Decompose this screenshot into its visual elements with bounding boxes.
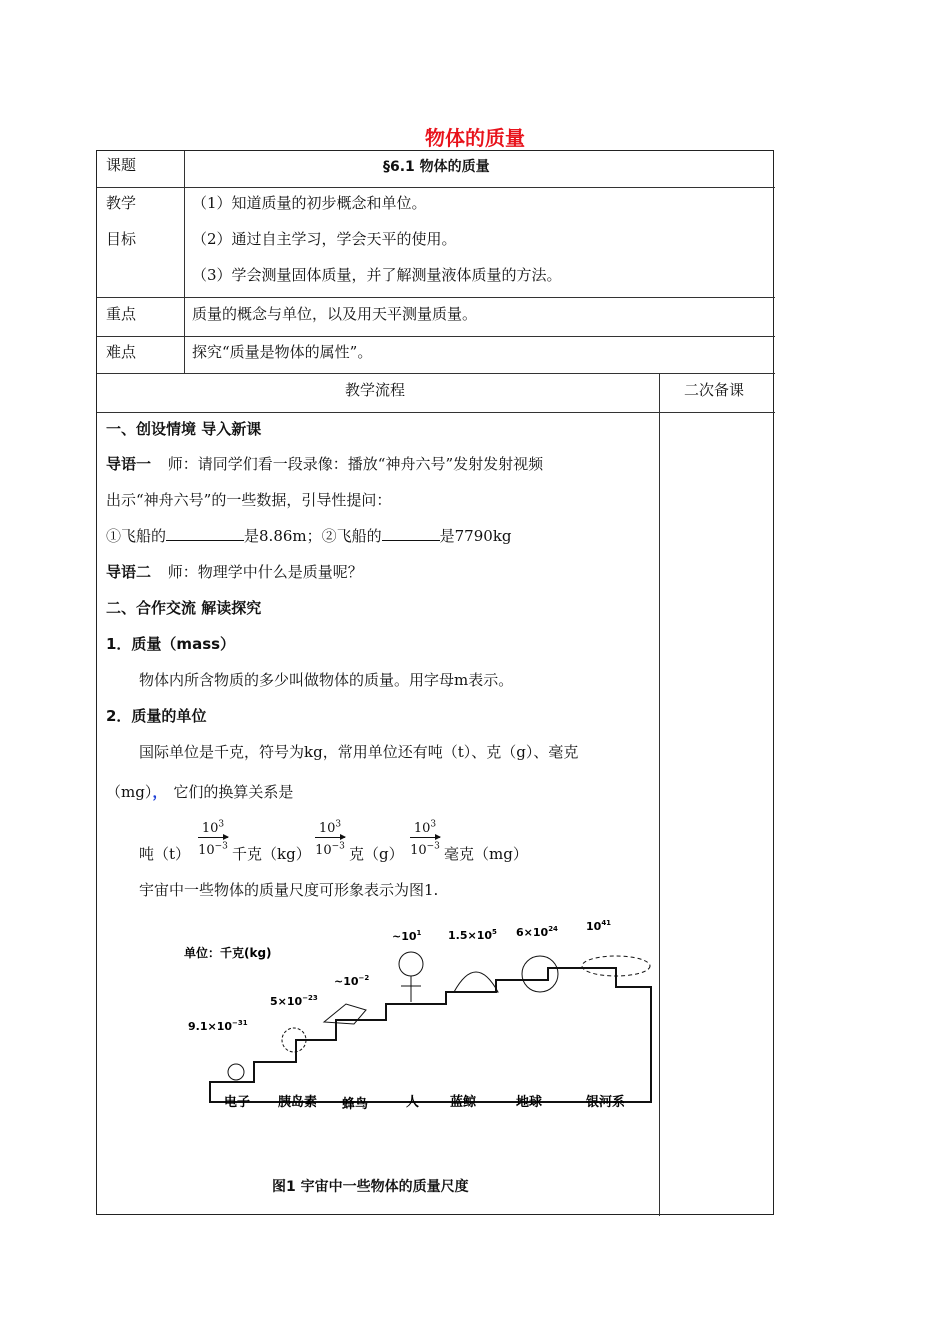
- unit-kg: 千克（kg）: [232, 845, 311, 863]
- key-value: 质量的概念与单位，以及用天平测量质量。: [192, 305, 478, 323]
- value-galaxy: $10^{41}$: [586, 919, 612, 933]
- unit-ton: 吨（t）: [139, 845, 191, 863]
- page-title: 物体的质量: [425, 126, 525, 150]
- data-prompt: 出示“神舟六号”的一些数据，引导性提问：: [106, 491, 392, 509]
- comma: ，: [152, 783, 168, 801]
- key-label: 重点: [106, 305, 137, 323]
- goals-label-1: 教学: [106, 194, 137, 212]
- intro-1-label: 导语一: [106, 455, 152, 473]
- question-part-a: ①飞船的: [106, 527, 167, 545]
- item-2-text-2: [106, 781, 293, 802]
- topic-label: 课题: [106, 156, 137, 174]
- goal-3: （3）学会测量固体质量，并了解测量液体质量的方法。: [192, 266, 562, 284]
- label-hummingbird: 蜂鸟: [342, 1097, 369, 1112]
- value-blue-whale: $1.5\times 10^5$: [448, 928, 497, 942]
- value-hummingbird: $\sim 10^{-2}$: [334, 974, 370, 988]
- section-1-heading: 一、创设情境 导入新课: [106, 420, 262, 438]
- value-earth: $6\times 10^{24}$: [516, 925, 558, 939]
- label-human: 人: [406, 1095, 420, 1110]
- unit-g: 克（g）: [349, 845, 404, 863]
- difficulty-label: 难点: [106, 343, 137, 361]
- conversion-arrow-3: $10^3$ $10^{-3}$: [410, 820, 440, 858]
- value-electron: $9.1\times 10^{-31}$: [188, 1019, 248, 1033]
- question-part-c: 是7790kg: [439, 527, 512, 545]
- question-part-b: 是8.86m；②飞船的: [244, 527, 382, 545]
- item-1-text: 物体内所含物质的多少叫做物体的质量。用字母m表示。: [139, 671, 514, 689]
- mg-unit: （mg）: [106, 783, 153, 801]
- item-1-heading: 1．质量（mass）: [106, 635, 236, 653]
- notes-label: 二次备课: [684, 381, 745, 399]
- conversion-arrow-2: $10^3$ $10^{-3}$: [315, 820, 345, 858]
- label-blue-whale: 蓝鲸: [450, 1095, 477, 1110]
- item-2-heading: 2．质量的单位: [106, 707, 207, 725]
- goal-2: （2）通过自主学习，学会天平的使用。: [192, 230, 457, 248]
- intro-1: [106, 453, 543, 474]
- intro-2-label: 导语二: [106, 563, 152, 581]
- item-2-text-1: 国际单位是千克，符号为kg，常用单位还有吨（t）、克（g）、毫克: [139, 743, 579, 761]
- section-2-heading: 二、合作交流 解读探究: [106, 599, 262, 617]
- conversion-arrow-1: $10^3$ $10^{-3}$: [198, 820, 228, 858]
- figure-unit: 单位：千克(kg): [184, 946, 272, 960]
- value-human: $\sim 10^1$: [392, 929, 422, 943]
- mass-scale-figure: [176, 912, 658, 1117]
- intro-2-text: 师：物理学中什么是质量呢？: [167, 563, 363, 581]
- value-insulin: $5\times 10^{-23}$: [270, 994, 318, 1008]
- label-insulin: 胰岛素: [278, 1095, 318, 1110]
- goal-1: （1）知道质量的初步概念和单位。: [192, 194, 427, 212]
- intro-2: [106, 561, 363, 582]
- intro-1-text: 师：请同学们看一段录像：播放“神舟六号”发射发射视频: [167, 455, 544, 473]
- goals-label-2: 目标: [106, 230, 137, 248]
- topic-value: §6.1 物体的质量: [383, 159, 490, 175]
- flow-label: 教学流程: [345, 381, 406, 399]
- label-electron: 电子: [224, 1095, 251, 1110]
- conversion-intro: 它们的换算关系是: [173, 783, 294, 801]
- figure-intro: 宇宙中一些物体的质量尺度可形象表示为图1.: [139, 881, 439, 899]
- figure-caption: 图1 宇宙中一些物体的质量尺度: [272, 1179, 469, 1195]
- label-earth: 地球: [516, 1095, 543, 1110]
- difficulty-value: 探究“质量是物体的属性”。: [192, 343, 373, 361]
- label-galaxy: 银河系: [586, 1095, 626, 1110]
- question-line: [106, 525, 512, 546]
- unit-mg: 毫克（mg）: [444, 845, 528, 863]
